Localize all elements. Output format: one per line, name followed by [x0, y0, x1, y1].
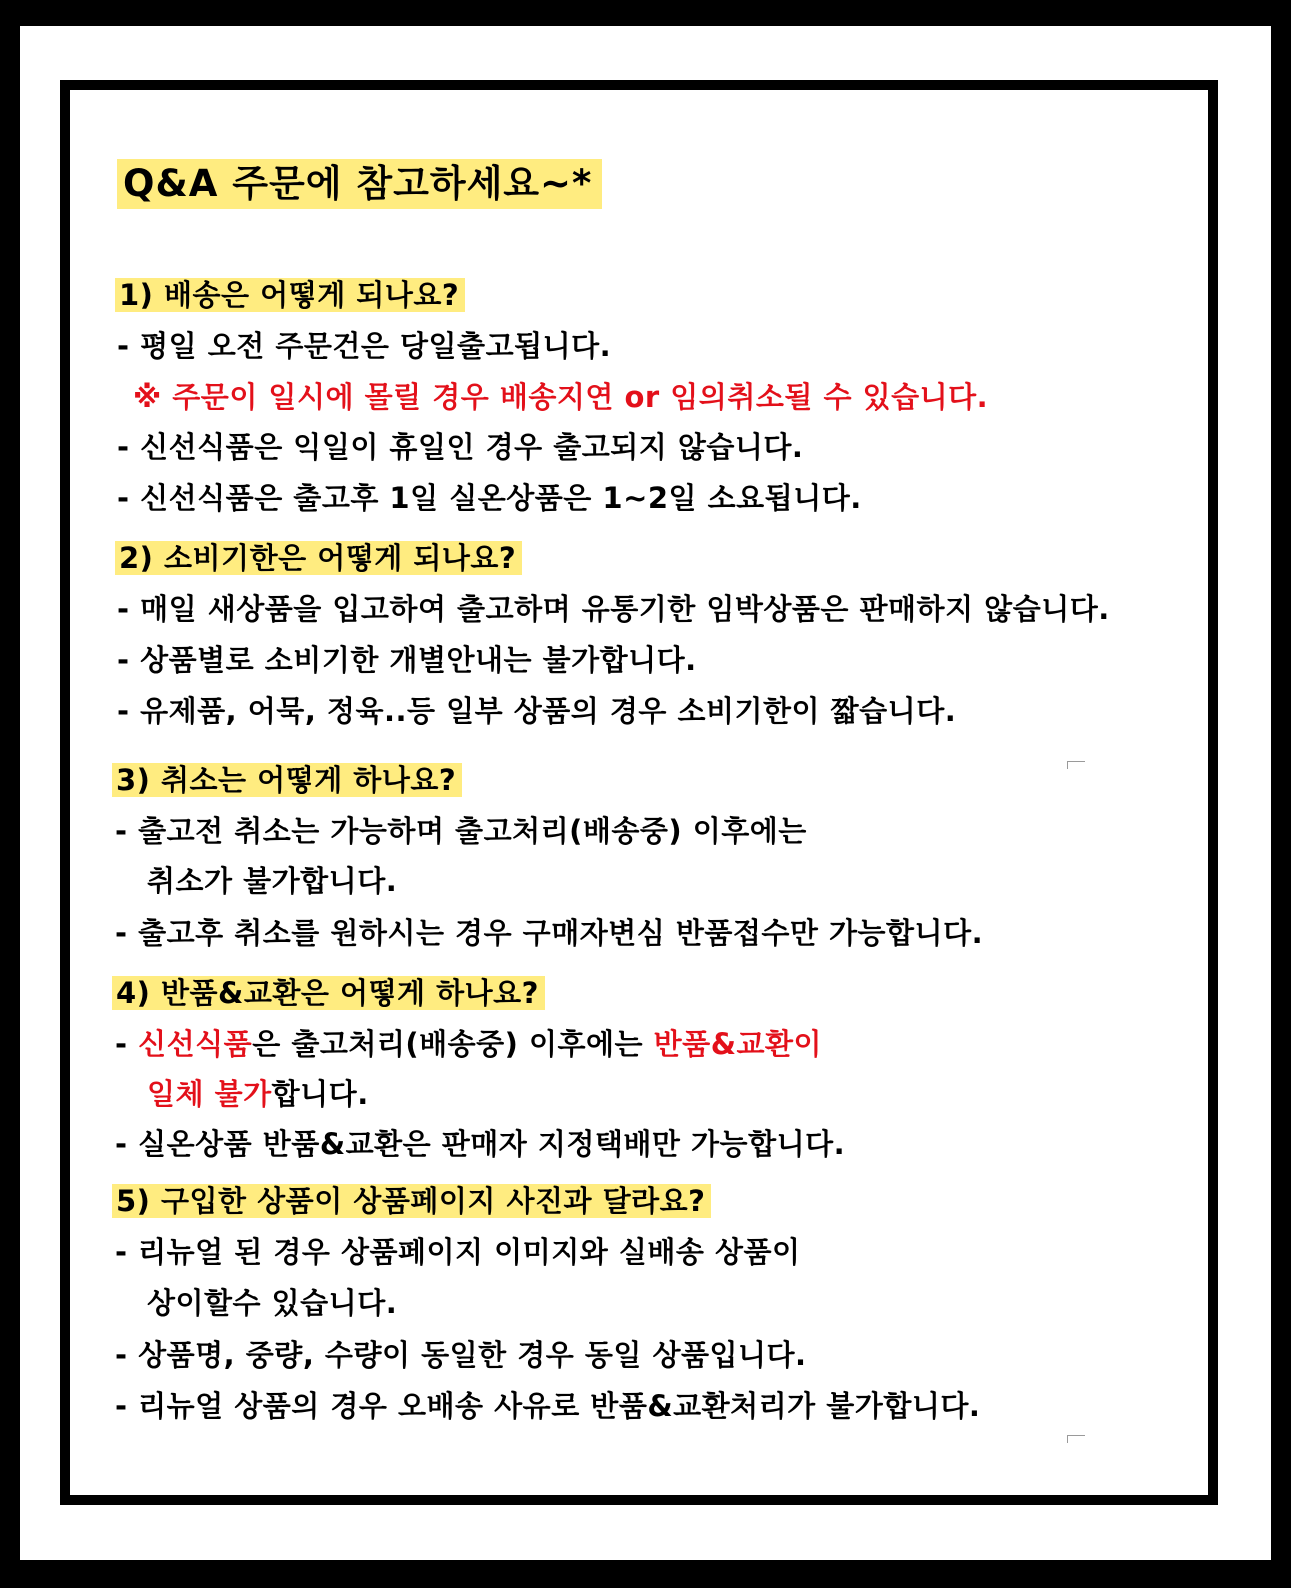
warning-line: ※ 주문이 일시에 몰릴 경우 배송지연 or 임의취소될 수 있습니다.	[133, 380, 989, 414]
question-3	[112, 760, 462, 800]
emphasis-text: 신선식품	[138, 1027, 253, 1061]
answer-line: - 실온상품 반품&교환은 판매자 지정택배만 가능합니다.	[115, 1127, 846, 1161]
question-2-label: 2) 소비기한은 어떻게 되나요?	[115, 541, 522, 575]
answer-text: 은 출고처리(배송중) 이후에는	[252, 1027, 654, 1061]
answer-line-continued: 취소가 불가합니다.	[147, 864, 398, 898]
question-1-label: 1) 배송은 어떻게 되나요?	[115, 278, 465, 312]
answer-prefix: -	[115, 1027, 139, 1061]
question-2	[115, 538, 522, 578]
question-4	[112, 973, 545, 1013]
answer-line: - 출고후 취소를 원하시는 경우 구매자변심 반품접수만 가능합니다.	[115, 916, 984, 950]
question-5	[112, 1181, 711, 1221]
corner-mark	[1067, 761, 1085, 762]
question-1	[115, 275, 465, 315]
page-title: Q&A 주문에 참고하세요~*	[117, 159, 602, 209]
answer-line: - 매일 새상품을 입고하여 출고하며 유통기한 임박상품은 판매하지 않습니다.	[117, 592, 1110, 626]
answer-line: - 상품명, 중량, 수량이 동일한 경우 동일 상품입니다.	[115, 1338, 807, 1372]
answer-line-continued	[147, 1074, 369, 1114]
corner-mark	[1067, 1435, 1085, 1436]
question-5-label: 5) 구입한 상품이 상품페이지 사진과 달라요?	[112, 1184, 711, 1218]
answer-line: - 상품별로 소비기한 개별안내는 불가합니다.	[117, 643, 697, 677]
answer-line: - 평일 오전 주문건은 당일출고됩니다.	[117, 329, 612, 363]
answer-text: 합니다.	[271, 1077, 369, 1111]
question-3-label: 3) 취소는 어떻게 하나요?	[112, 763, 462, 797]
answer-line-continued: 상이할수 있습니다.	[147, 1286, 398, 1320]
answer-line: - 신선식품은 출고후 1일 실온상품은 1~2일 소요됩니다.	[117, 481, 862, 515]
answer-line: - 리뉴얼 된 경우 상품페이지 이미지와 실배송 상품이	[115, 1235, 801, 1269]
answer-line: - 리뉴얼 상품의 경우 오배송 사유로 반품&교환처리가 불가합니다.	[115, 1389, 981, 1423]
answer-line: - 신선식품은 익일이 휴일인 경우 출고되지 않습니다.	[117, 430, 804, 464]
answer-line	[115, 1024, 822, 1064]
question-4-label: 4) 반품&교환은 어떻게 하나요?	[112, 976, 545, 1010]
answer-line: - 유제품, 어묵, 정육..등 일부 상품의 경우 소비기한이 짧습니다.	[117, 694, 957, 728]
emphasis-text: 반품&교환이	[653, 1027, 823, 1061]
emphasis-text: 일체 불가	[147, 1077, 272, 1111]
answer-line: - 출고전 취소는 가능하며 출고처리(배송중) 이후에는	[115, 814, 807, 848]
